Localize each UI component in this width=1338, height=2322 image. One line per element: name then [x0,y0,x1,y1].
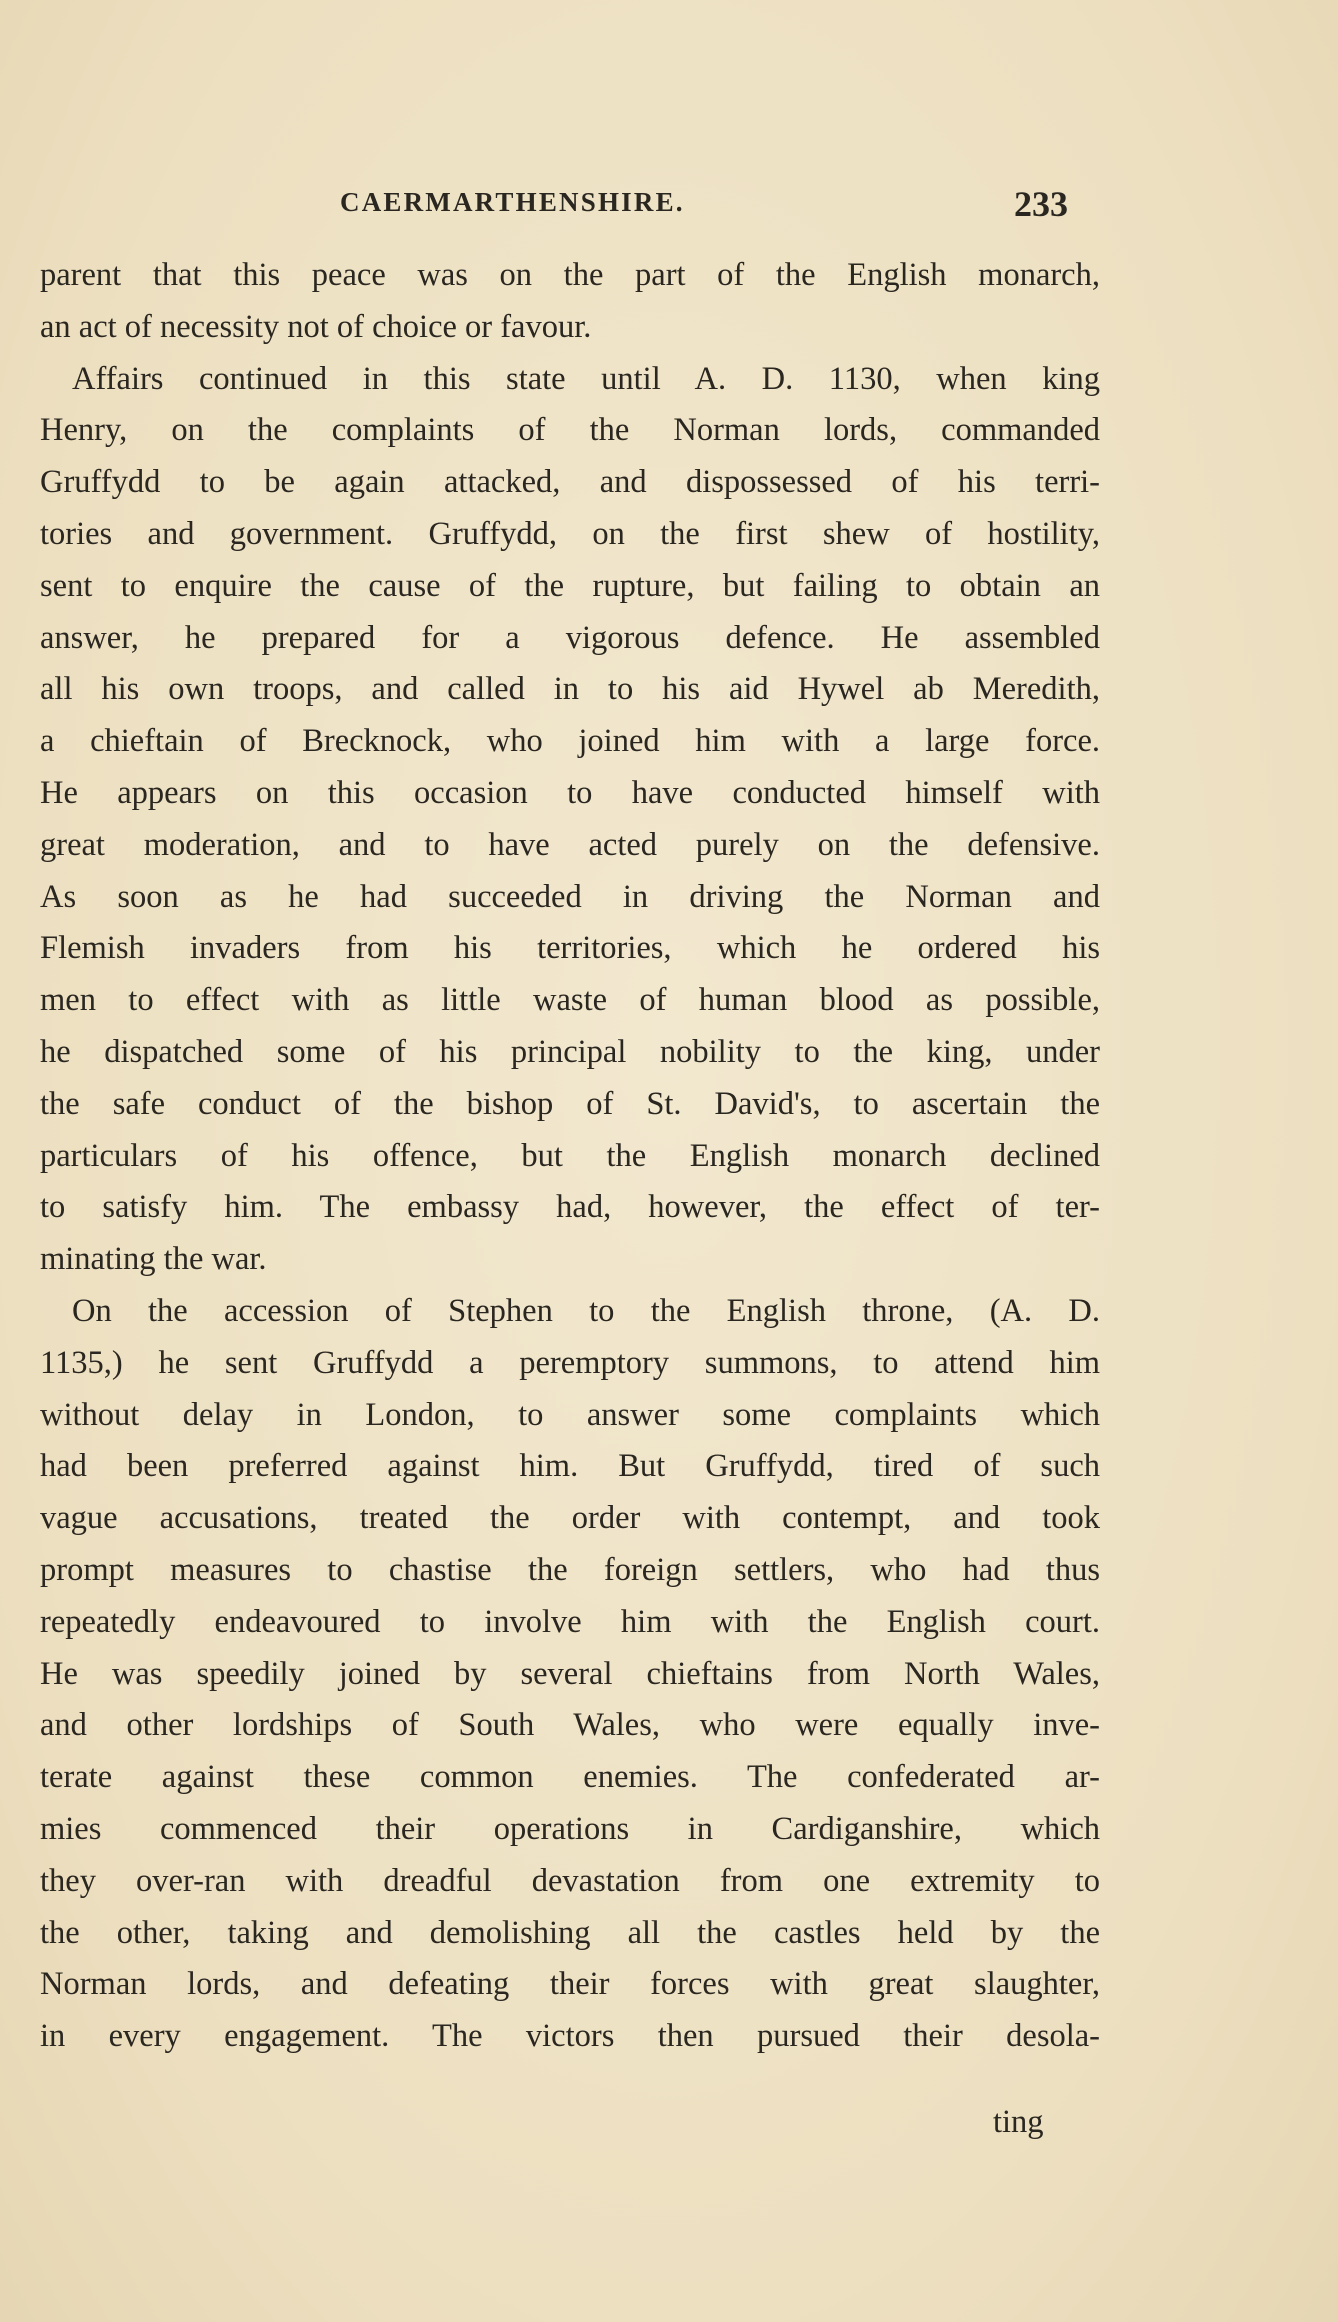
text-line: the safe conduct of the bishop of St. David's, to ascertain the [40,1085,1100,1122]
text-line: He was speedily joined by several chieftains from North Wales, [40,1655,1100,1692]
text-line: in every engagement. The victors then pursued their desola- [40,2018,1100,2055]
text-line: mies commenced their operations in Cardiganshire, which [40,1810,1100,1847]
text-line: parent that this peace was on the part of the English monarch, [40,257,1100,293]
text-line: men to effect with as little waste of human blood as possible, [40,982,1100,1019]
page-number: 233 [1014,184,1068,224]
text-line: Affairs continued in this state until A. D. 1130, when king [72,360,1100,397]
text-line: the other, taking and demolishing all the castles held by the [40,1914,1100,1951]
text-line: minating the war. [40,1241,267,1278]
text-line: tories and government. Gruffydd, on the first shew of hostility, [40,515,1100,552]
text-line: Norman lords, and defeating their forces with great slaughter, [40,1966,1100,2003]
text-line: As soon as he had succeeded in driving the Norman and [40,878,1100,915]
text-line: answer, he prepared for a vigorous defence. He assembled [40,619,1100,656]
text-line: they over-ran with dreadful devastation from one extremity to [40,1862,1100,1899]
text-line: 1135,) he sent Gruffydd a peremptory summons, to attend him [40,1344,1100,1381]
text-line: without delay in London, to answer some complaints which [40,1396,1100,1433]
text-line: Gruffydd to be again attacked, and dispossessed of his terri- [40,464,1100,501]
text-line: He appears on this occasion to have conducted himself with [40,774,1100,811]
text-line: a chieftain of Brecknock, who joined him with a large force. [40,723,1100,760]
text-line: particulars of his offence, but the English monarch declined [40,1137,1100,1174]
running-head [0,183,1338,223]
text-line: prompt measures to chastise the foreign settlers, who had thus [40,1551,1100,1588]
text-line: Flemish invaders from his territories, which he ordered his [40,930,1100,967]
text-line: sent to enquire the cause of the rupture, but failing to obtain an [40,567,1100,604]
text-line: On the accession of Stephen to the English throne, (A. D. [72,1292,1100,1329]
text-line: all his own troops, and called in to his aid Hywel ab Meredith, [40,671,1100,708]
running-title: CAERMARTHENSHIRE. [340,187,685,217]
text-line: and other lordships of South Wales, who were equally inve- [40,1707,1100,1744]
text-line: an act of necessity not of choice or favour. [40,308,592,345]
text-line: terate against these common enemies. The confederated ar- [40,1759,1100,1796]
text-line: he dispatched some of his principal nobility to the king, under [40,1033,1100,1070]
text-line: vague accusations, treated the order with contempt, and took [40,1500,1100,1537]
body-text [40,250,1100,2063]
catchword: ting [993,2104,1044,2140]
text-line: repeatedly endeavoured to involve him with the English court. [40,1603,1100,1640]
text-line: to satisfy him. The embassy had, however, the effect of ter- [40,1189,1100,1226]
text-line: Henry, on the complaints of the Norman lords, commanded [40,412,1100,449]
text-line: had been preferred against him. But Gruffydd, tired of such [40,1448,1100,1485]
text-line: great moderation, and to have acted purely on the defensive. [40,826,1100,863]
